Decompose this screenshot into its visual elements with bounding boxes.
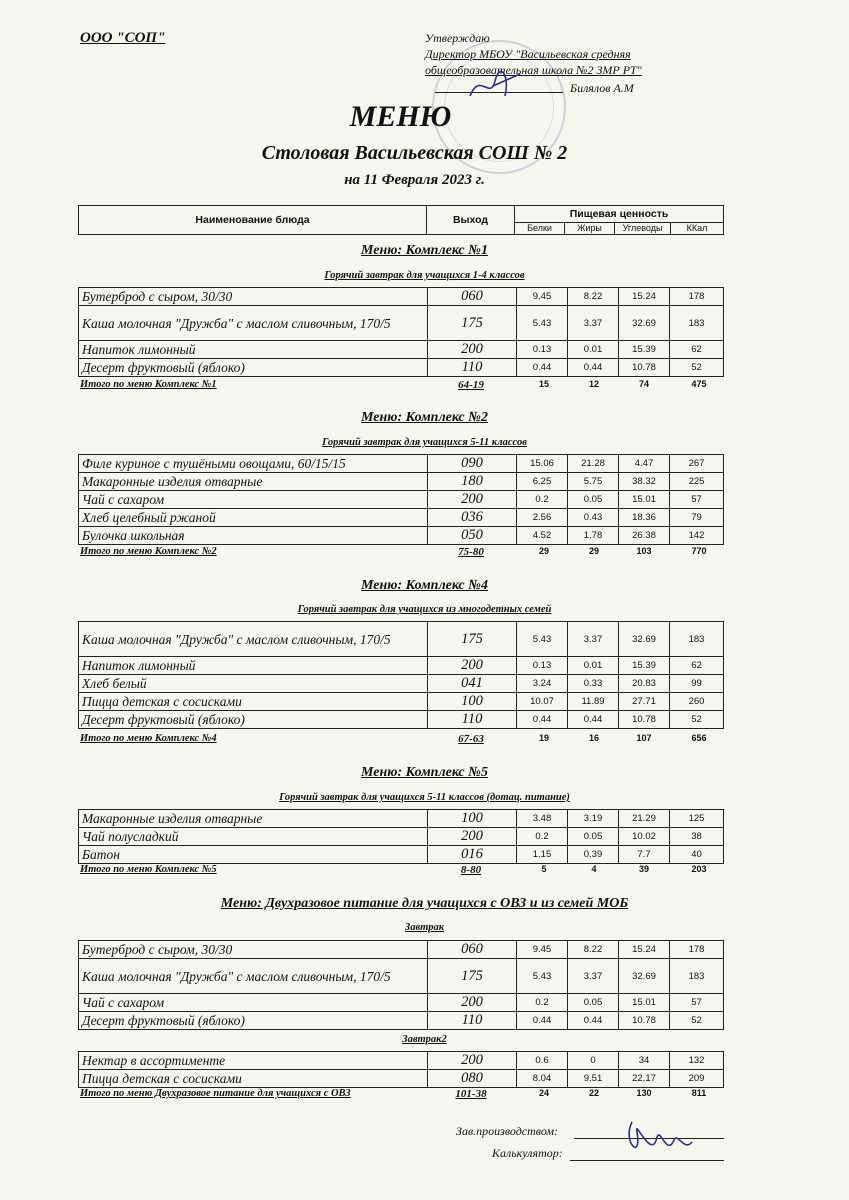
total-k: 656 [691, 733, 707, 743]
dish-kcal: 125 [670, 810, 724, 828]
dish-name: Нектар в ассортименте [79, 1052, 428, 1070]
menu-table [78, 940, 724, 1030]
dish-kcal: 57 [670, 994, 724, 1012]
dish-name: Бутерброд с сыром, 30/30 [79, 288, 428, 306]
section-title: Меню: Двухразовое питание для учащихся с ОВЗ и из семей МОБ [220, 896, 629, 911]
dish-carbs: 15.01 [619, 994, 670, 1012]
menu-table [78, 621, 724, 729]
dish-kcal: 52 [670, 711, 724, 729]
dish-output: 175 [428, 959, 517, 994]
dish-kcal: 183 [670, 622, 724, 657]
dish-output: 060 [428, 288, 517, 306]
table-row [79, 675, 724, 693]
dish-carbs: 20.83 [619, 675, 670, 693]
approval-line-1: Утверждаю [425, 31, 490, 45]
dish-fats: 3.37 [568, 959, 619, 994]
dish-kcal: 40 [670, 846, 724, 864]
table-row [79, 509, 724, 527]
dish-name: Напиток лимонный [79, 341, 428, 359]
dish-name: Каша молочная "Дружба" с маслом сливочным, 170/5 [79, 622, 428, 657]
calculator-signature-icon [612, 1112, 702, 1172]
dish-fats: 1.78 [568, 527, 619, 545]
total-p: 15 [538, 379, 549, 389]
dish-output: 175 [428, 306, 517, 341]
total-p: 29 [538, 546, 549, 556]
dish-kcal: 79 [670, 509, 724, 527]
table-row [79, 1012, 724, 1030]
section-subtitle: Горячий завтрак для учащихся 5-11 классов [322, 437, 527, 448]
dish-output: 180 [428, 473, 517, 491]
dish-fats: 0.44 [568, 711, 619, 729]
total-c: 130 [636, 1088, 652, 1098]
page-date: на 11 Февраля 2023 г. [344, 172, 485, 188]
dish-carbs: 38.32 [619, 473, 670, 491]
total-output: 8-80 [460, 864, 482, 876]
dish-fats: 0.44 [568, 359, 619, 377]
section-subtitle: Горячий завтрак для учащихся 5-11 классов (дотац. питание) [279, 792, 570, 803]
dish-fats: 3.19 [568, 810, 619, 828]
dish-proteins: 0.2 [517, 491, 568, 509]
dish-name: Каша молочная "Дружба" с маслом сливочным, 170/5 [79, 306, 428, 341]
page-subtitle: Столовая Васильевская СОШ № 2 [261, 142, 568, 164]
table-row [79, 359, 724, 377]
dish-output: 016 [428, 846, 517, 864]
dish-name: Макаронные изделия отварные [79, 473, 428, 491]
dish-fats: 0.01 [568, 657, 619, 675]
section-title: Меню: Комплекс №2 [361, 410, 488, 425]
production-signature [456, 1124, 558, 1139]
dish-kcal: 178 [670, 288, 724, 306]
table-header [78, 205, 724, 235]
total-c: 107 [636, 733, 652, 743]
total-c: 74 [638, 379, 649, 389]
dish-proteins: 15.06 [517, 455, 568, 473]
dish-carbs: 10.78 [619, 359, 670, 377]
dish-output: 100 [428, 693, 517, 711]
dish-name: Напиток лимонный [79, 657, 428, 675]
total-k: 811 [691, 1088, 707, 1098]
total-c: 39 [638, 864, 649, 874]
dish-kcal: 52 [670, 359, 724, 377]
dish-name: Чай полусладкий [79, 828, 428, 846]
dish-output: 200 [428, 828, 517, 846]
dish-name: Батон [79, 846, 428, 864]
dish-proteins: 5.43 [517, 622, 568, 657]
dish-proteins: 9.45 [517, 941, 568, 959]
table-row [79, 491, 724, 509]
dish-fats: 5.75 [568, 473, 619, 491]
dish-output: 090 [428, 455, 517, 473]
production-label: Зав.производством: [456, 1124, 559, 1138]
total-output: 64-19 [458, 379, 484, 391]
section-total [78, 379, 724, 393]
dish-kcal: 62 [670, 657, 724, 675]
dish-fats: 3.37 [568, 622, 619, 657]
dish-proteins: 0.6 [517, 1052, 568, 1070]
page-title: МЕНЮ [349, 100, 452, 133]
dish-name: Чай с сахаром [79, 994, 428, 1012]
dish-fats: 11.89 [568, 693, 619, 711]
dish-name: Десерт фруктовый (яблоко) [79, 359, 428, 377]
dish-proteins: 2.56 [517, 509, 568, 527]
header-dish-name: Наименование блюда [79, 206, 427, 235]
total-label: Итого по меню Комплекс №5 [80, 864, 217, 875]
total-k: 475 [691, 379, 707, 389]
total-output: 101-38 [455, 1088, 487, 1100]
section-title: Меню: Комплекс №1 [361, 243, 488, 258]
dish-kcal: 57 [670, 491, 724, 509]
header-proteins: Белки [515, 222, 565, 234]
dish-proteins: 6.25 [517, 473, 568, 491]
dish-proteins: 5.43 [517, 306, 568, 341]
section-total [78, 546, 724, 560]
dish-fats: 0.05 [568, 828, 619, 846]
total-p: 5 [541, 864, 547, 874]
dish-carbs: 26.38 [619, 527, 670, 545]
section-total [78, 733, 724, 747]
menu-table [78, 287, 724, 377]
total-k: 770 [691, 546, 707, 556]
dish-output: 200 [428, 657, 517, 675]
dish-carbs: 15.24 [619, 288, 670, 306]
table-row [79, 657, 724, 675]
total-f: 16 [588, 733, 599, 743]
dish-proteins: 3.24 [517, 675, 568, 693]
dish-kcal: 267 [670, 455, 724, 473]
dish-carbs: 22.17 [619, 1070, 670, 1088]
dish-output: 100 [428, 810, 517, 828]
dish-fats: 0.33 [568, 675, 619, 693]
dish-output: 060 [428, 941, 517, 959]
total-f: 4 [591, 864, 597, 874]
dish-name: Пицца детская с сосисками [79, 1070, 428, 1088]
dish-output: 041 [428, 675, 517, 693]
section-subtitle: Завтрак2 [402, 1034, 447, 1045]
dish-carbs: 15.39 [619, 341, 670, 359]
dish-kcal: 260 [670, 693, 724, 711]
dish-output: 200 [428, 491, 517, 509]
dish-name: Десерт фруктовый (яблоко) [79, 711, 428, 729]
dish-proteins: 0.2 [517, 828, 568, 846]
dish-name: Макаронные изделия отварные [79, 810, 428, 828]
dish-output: 200 [428, 994, 517, 1012]
dish-output: 175 [428, 622, 517, 657]
table-row [79, 693, 724, 711]
dish-kcal: 142 [670, 527, 724, 545]
dish-carbs: 15.01 [619, 491, 670, 509]
dish-output: 200 [428, 1052, 517, 1070]
dish-fats: 8.22 [568, 941, 619, 959]
dish-proteins: 0.44 [517, 359, 568, 377]
calculator-signature [492, 1146, 563, 1161]
dish-proteins: 4.52 [517, 527, 568, 545]
dish-name: Филе куриное с тушёными овощами, 60/15/15 [79, 455, 428, 473]
dish-proteins: 10.07 [517, 693, 568, 711]
menu-table [78, 454, 724, 545]
total-k: 203 [691, 864, 707, 874]
approval-line-3: общеобразовательная школа №2 ЗМР РТ" [425, 63, 642, 77]
section-subtitle: Горячий завтрак для учащихся из многодетных семей [297, 604, 552, 615]
dish-proteins: 8.04 [517, 1070, 568, 1088]
dish-carbs: 10.78 [619, 711, 670, 729]
total-label: Итого по меню Комплекс №2 [80, 546, 217, 557]
section-total [78, 1088, 724, 1102]
dish-kcal: 99 [670, 675, 724, 693]
total-c: 103 [636, 546, 652, 556]
dish-carbs: 10.02 [619, 828, 670, 846]
dish-carbs: 10.78 [619, 1012, 670, 1030]
total-label: Итого по меню Комплекс №1 [80, 379, 217, 390]
dish-fats: 3.37 [568, 306, 619, 341]
menu-table [78, 809, 724, 864]
dish-kcal: 225 [670, 473, 724, 491]
total-p: 19 [538, 733, 549, 743]
section-title: Меню: Комплекс №5 [361, 765, 488, 780]
dish-output: 080 [428, 1070, 517, 1088]
section-total [78, 864, 724, 878]
section-title: Меню: Комплекс №4 [361, 578, 488, 593]
table-row [79, 994, 724, 1012]
dish-carbs: 32.69 [619, 306, 670, 341]
table-row [79, 1052, 724, 1070]
dish-proteins: 5.43 [517, 959, 568, 994]
dish-output: 200 [428, 341, 517, 359]
dish-fats: 0.43 [568, 509, 619, 527]
total-p: 24 [538, 1088, 549, 1098]
table-row [79, 622, 724, 657]
dish-kcal: 62 [670, 341, 724, 359]
table-row [79, 455, 724, 473]
table-row [79, 846, 724, 864]
dish-kcal: 38 [670, 828, 724, 846]
approval-block [425, 30, 642, 95]
dish-kcal: 52 [670, 1012, 724, 1030]
table-row [79, 828, 724, 846]
total-f: 29 [588, 546, 599, 556]
dish-name: Каша молочная "Дружба" с маслом сливочным, 170/5 [79, 959, 428, 994]
table-row [79, 941, 724, 959]
dish-fats: 0.39 [568, 846, 619, 864]
dish-kcal: 132 [670, 1052, 724, 1070]
dish-name: Чай с сахаром [79, 491, 428, 509]
table-row [79, 527, 724, 545]
menu-table [78, 1051, 724, 1088]
dish-proteins: 0.44 [517, 1012, 568, 1030]
dish-carbs: 34 [619, 1052, 670, 1070]
table-row [79, 341, 724, 359]
dish-fats: 0.05 [568, 491, 619, 509]
header-output: Выход [427, 206, 515, 235]
approval-director-name: Билялов А.М [570, 81, 634, 95]
dish-fats: 21.28 [568, 455, 619, 473]
header-kcal: ККал [671, 222, 724, 234]
dish-name: Десерт фруктовый (яблоко) [79, 1012, 428, 1030]
section-subtitle: Горячий завтрак для учащихся 1-4 классов [324, 270, 525, 281]
dish-output: 050 [428, 527, 517, 545]
total-label: Итого по меню Комплекс №4 [80, 733, 217, 744]
dish-carbs: 27.71 [619, 693, 670, 711]
total-label: Итого по меню Двухразовое питание для учащихся с ОВЗ [80, 1088, 351, 1099]
approval-line-2: Директор МБОУ "Васильевская средняя [425, 47, 631, 61]
dish-proteins: 9.45 [517, 288, 568, 306]
header-fats: Жиры [565, 222, 615, 234]
dish-name: Хлеб целебный ржаной [79, 509, 428, 527]
dish-kcal: 183 [670, 306, 724, 341]
dish-output: 110 [428, 711, 517, 729]
dish-carbs: 18.36 [619, 509, 670, 527]
dish-carbs: 32.69 [619, 622, 670, 657]
dish-name: Хлеб белый [79, 675, 428, 693]
table-row [79, 810, 724, 828]
dish-proteins: 0.2 [517, 994, 568, 1012]
dish-fats: 0.44 [568, 1012, 619, 1030]
dish-fats: 0.05 [568, 994, 619, 1012]
table-row [79, 711, 724, 729]
dish-proteins: 0.44 [517, 711, 568, 729]
dish-carbs: 15.24 [619, 941, 670, 959]
dish-kcal: 178 [670, 941, 724, 959]
dish-fats: 9.51 [568, 1070, 619, 1088]
total-f: 22 [588, 1088, 599, 1098]
dish-name: Булочка школьная [79, 527, 428, 545]
dish-output: 110 [428, 359, 517, 377]
dish-proteins: 0.13 [517, 657, 568, 675]
dish-carbs: 15.39 [619, 657, 670, 675]
dish-output: 110 [428, 1012, 517, 1030]
dish-fats: 0 [568, 1052, 619, 1070]
table-row [79, 1070, 724, 1088]
dish-carbs: 21.29 [619, 810, 670, 828]
table-row [79, 473, 724, 491]
total-f: 12 [588, 379, 599, 389]
dish-carbs: 7.7 [619, 846, 670, 864]
header-carbs: Углеводы [615, 222, 671, 234]
header-nutrition: Пищевая ценность [515, 206, 724, 223]
dish-proteins: 1.15 [517, 846, 568, 864]
calculator-label: Калькулятор: [492, 1146, 563, 1160]
dish-fats: 0.01 [568, 341, 619, 359]
dish-carbs: 32.69 [619, 959, 670, 994]
dish-proteins: 3.48 [517, 810, 568, 828]
dish-fats: 8.22 [568, 288, 619, 306]
organization-name: ООО "СОП" [80, 30, 166, 46]
dish-output: 036 [428, 509, 517, 527]
section-subtitle: Завтрак [404, 922, 445, 933]
dish-carbs: 4.47 [619, 455, 670, 473]
total-output: 75-80 [458, 546, 484, 558]
dish-kcal: 183 [670, 959, 724, 994]
total-output: 67-63 [458, 733, 484, 745]
dish-name: Бутерброд с сыром, 30/30 [79, 941, 428, 959]
dish-name: Пицца детская с сосисками [79, 693, 428, 711]
table-row [79, 959, 724, 994]
dish-proteins: 0.13 [517, 341, 568, 359]
dish-kcal: 209 [670, 1070, 724, 1088]
table-row [79, 288, 724, 306]
table-row [79, 306, 724, 341]
